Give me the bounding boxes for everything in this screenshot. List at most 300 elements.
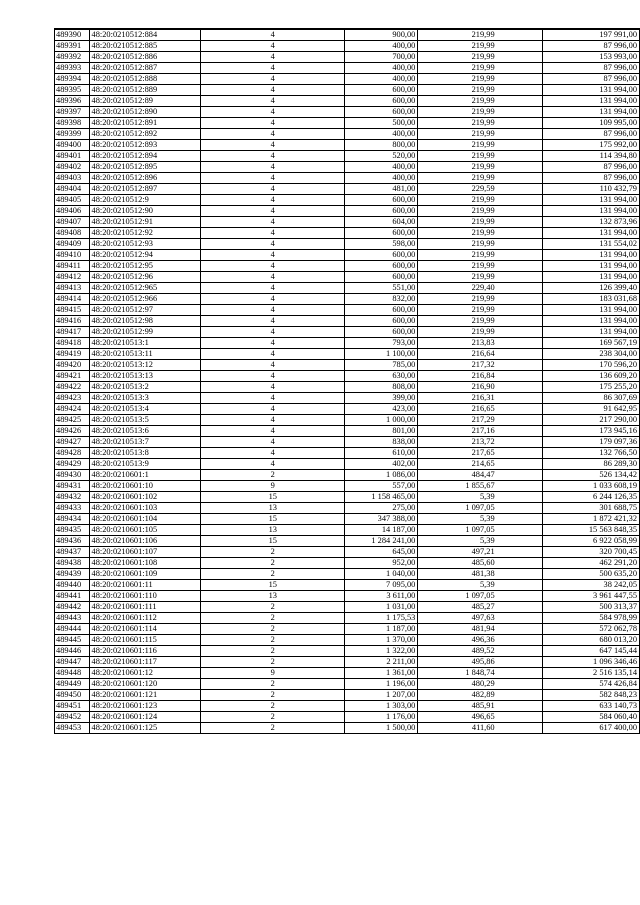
row-number-cell: 489430 bbox=[55, 470, 90, 481]
area-cell: 1 086,00 bbox=[345, 470, 418, 481]
area-cell: 1 176,00 bbox=[345, 712, 418, 723]
table-row bbox=[55, 393, 640, 404]
category-code-cell: 2 bbox=[201, 470, 345, 481]
cadastral-value-cell: 301 688,75 bbox=[542, 503, 639, 514]
cadastral-value-cell: 91 642,95 bbox=[542, 404, 639, 415]
category-code-cell: 4 bbox=[201, 107, 345, 118]
cadastral-number-cell: 48:20:0210601:114 bbox=[89, 624, 201, 635]
category-code-cell: 2 bbox=[201, 657, 345, 668]
table-row bbox=[55, 107, 640, 118]
category-code-cell: 4 bbox=[201, 206, 345, 217]
unit-value-cell: 213,72 bbox=[418, 437, 542, 448]
cadastral-number-cell: 48:20:0210601:109 bbox=[89, 569, 201, 580]
row-number-cell: 489423 bbox=[55, 393, 90, 404]
unit-value-cell: 217,32 bbox=[418, 360, 542, 371]
row-number-cell: 489399 bbox=[55, 129, 90, 140]
row-number-cell: 489453 bbox=[55, 723, 90, 734]
area-cell: 604,00 bbox=[345, 217, 418, 228]
cadastral-number-cell: 48:20:0210512:885 bbox=[89, 41, 201, 52]
row-number-cell: 489413 bbox=[55, 283, 90, 294]
cadastral-value-cell: 175 255,20 bbox=[542, 382, 639, 393]
unit-value-cell: 495,86 bbox=[418, 657, 542, 668]
table-row bbox=[55, 712, 640, 723]
table-row bbox=[55, 580, 640, 591]
unit-value-cell: 219,99 bbox=[418, 41, 542, 52]
cadastral-value-cell: 197 991,00 bbox=[542, 29, 639, 41]
area-cell: 1 284 241,00 bbox=[345, 536, 418, 547]
row-number-cell: 489396 bbox=[55, 96, 90, 107]
cadastral-value-cell: 584 978,99 bbox=[542, 613, 639, 624]
area-cell: 551,00 bbox=[345, 283, 418, 294]
cadastral-number-cell: 48:20:0210513:5 bbox=[89, 415, 201, 426]
cadastral-number-cell: 48:20:0210512:91 bbox=[89, 217, 201, 228]
unit-value-cell: 217,16 bbox=[418, 426, 542, 437]
table-row bbox=[55, 173, 640, 184]
area-cell: 2 211,00 bbox=[345, 657, 418, 668]
unit-value-cell: 489,52 bbox=[418, 646, 542, 657]
cadastral-number-cell: 48:20:0210512:891 bbox=[89, 118, 201, 129]
unit-value-cell: 5,39 bbox=[418, 514, 542, 525]
row-number-cell: 489392 bbox=[55, 52, 90, 63]
table-row bbox=[55, 118, 640, 129]
area-cell: 1 322,00 bbox=[345, 646, 418, 657]
unit-value-cell: 484,47 bbox=[418, 470, 542, 481]
cadastral-number-cell: 48:20:0210512:93 bbox=[89, 239, 201, 250]
row-number-cell: 489398 bbox=[55, 118, 90, 129]
category-code-cell: 4 bbox=[201, 29, 345, 41]
cadastral-value-cell: 131 994,00 bbox=[542, 327, 639, 338]
cadastral-value-cell: 179 097,36 bbox=[542, 437, 639, 448]
cadastral-value-cell: 87 996,00 bbox=[542, 74, 639, 85]
cadastral-value-cell: 110 432,79 bbox=[542, 184, 639, 195]
category-code-cell: 4 bbox=[201, 41, 345, 52]
row-number-cell: 489450 bbox=[55, 690, 90, 701]
table-row bbox=[55, 514, 640, 525]
unit-value-cell: 485,91 bbox=[418, 701, 542, 712]
table-row bbox=[55, 558, 640, 569]
cadastral-number-cell: 48:20:0210601:102 bbox=[89, 492, 201, 503]
cadastral-value-cell: 109 995,00 bbox=[542, 118, 639, 129]
table-row bbox=[55, 657, 640, 668]
table-row bbox=[55, 613, 640, 624]
area-cell: 600,00 bbox=[345, 327, 418, 338]
cadastral-value-cell: 86 289,30 bbox=[542, 459, 639, 470]
unit-value-cell: 481,94 bbox=[418, 624, 542, 635]
table-row bbox=[55, 459, 640, 470]
area-cell: 400,00 bbox=[345, 41, 418, 52]
cadastral-number-cell: 48:20:0210513:11 bbox=[89, 349, 201, 360]
row-number-cell: 489401 bbox=[55, 151, 90, 162]
area-cell: 600,00 bbox=[345, 85, 418, 96]
table-row bbox=[55, 217, 640, 228]
cadastral-number-cell: 48:20:0210513:2 bbox=[89, 382, 201, 393]
cadastral-number-cell: 48:20:0210512:884 bbox=[89, 29, 201, 41]
area-cell: 900,00 bbox=[345, 29, 418, 41]
unit-value-cell: 219,99 bbox=[418, 96, 542, 107]
cadastral-value-cell: 1 033 608,19 bbox=[542, 481, 639, 492]
unit-value-cell: 411,60 bbox=[418, 723, 542, 734]
category-code-cell: 4 bbox=[201, 316, 345, 327]
cadastral-value-cell: 217 290,00 bbox=[542, 415, 639, 426]
cadastral-value-cell: 114 394,80 bbox=[542, 151, 639, 162]
row-number-cell: 489432 bbox=[55, 492, 90, 503]
area-cell: 1 100,00 bbox=[345, 349, 418, 360]
unit-value-cell: 229,40 bbox=[418, 283, 542, 294]
cadastral-value-cell: 86 307,69 bbox=[542, 393, 639, 404]
row-number-cell: 489439 bbox=[55, 569, 90, 580]
area-cell: 1 196,00 bbox=[345, 679, 418, 690]
area-cell: 402,00 bbox=[345, 459, 418, 470]
table-row bbox=[55, 316, 640, 327]
table-row bbox=[55, 701, 640, 712]
category-code-cell: 4 bbox=[201, 327, 345, 338]
row-number-cell: 489437 bbox=[55, 547, 90, 558]
unit-value-cell: 219,99 bbox=[418, 74, 542, 85]
area-cell: 347 388,00 bbox=[345, 514, 418, 525]
cadastral-value-cell: 131 994,00 bbox=[542, 316, 639, 327]
cadastral-number-cell: 48:20:0210601:123 bbox=[89, 701, 201, 712]
category-code-cell: 2 bbox=[201, 635, 345, 646]
cadastral-number-cell: 48:20:0210513:9 bbox=[89, 459, 201, 470]
unit-value-cell: 219,99 bbox=[418, 85, 542, 96]
cadastral-number-cell: 48:20:0210513:7 bbox=[89, 437, 201, 448]
area-cell: 793,00 bbox=[345, 338, 418, 349]
cadastral-number-cell: 48:20:0210512:895 bbox=[89, 162, 201, 173]
row-number-cell: 489448 bbox=[55, 668, 90, 679]
area-cell: 1 040,00 bbox=[345, 569, 418, 580]
cadastral-number-cell: 48:20:0210512:92 bbox=[89, 228, 201, 239]
area-cell: 1 000,00 bbox=[345, 415, 418, 426]
unit-value-cell: 5,39 bbox=[418, 536, 542, 547]
cadastral-number-cell: 48:20:0210512:886 bbox=[89, 52, 201, 63]
cadastral-value-cell: 2 516 135,14 bbox=[542, 668, 639, 679]
table-row bbox=[55, 272, 640, 283]
row-number-cell: 489420 bbox=[55, 360, 90, 371]
cadastral-number-cell: 48:20:0210512:894 bbox=[89, 151, 201, 162]
row-number-cell: 489410 bbox=[55, 250, 90, 261]
cadastral-value-cell: 526 134,42 bbox=[542, 470, 639, 481]
row-number-cell: 489405 bbox=[55, 195, 90, 206]
row-number-cell: 489393 bbox=[55, 63, 90, 74]
category-code-cell: 4 bbox=[201, 448, 345, 459]
unit-value-cell: 219,99 bbox=[418, 327, 542, 338]
table-row bbox=[55, 591, 640, 602]
category-code-cell: 4 bbox=[201, 129, 345, 140]
table-row bbox=[55, 481, 640, 492]
cadastral-number-cell: 48:20:0210601:124 bbox=[89, 712, 201, 723]
category-code-cell: 4 bbox=[201, 96, 345, 107]
unit-value-cell: 219,99 bbox=[418, 250, 542, 261]
cadastral-value-cell: 126 399,40 bbox=[542, 283, 639, 294]
row-number-cell: 489411 bbox=[55, 261, 90, 272]
area-cell: 801,00 bbox=[345, 426, 418, 437]
category-code-cell: 4 bbox=[201, 426, 345, 437]
cadastral-number-cell: 48:20:0210512:897 bbox=[89, 184, 201, 195]
cadastral-value-cell: 131 554,02 bbox=[542, 239, 639, 250]
table-row bbox=[55, 129, 640, 140]
cadastral-number-cell: 48:20:0210601:110 bbox=[89, 591, 201, 602]
row-number-cell: 489414 bbox=[55, 294, 90, 305]
cadastral-value-cell: 131 994,00 bbox=[542, 261, 639, 272]
row-number-cell: 489429 bbox=[55, 459, 90, 470]
table-row bbox=[55, 294, 640, 305]
unit-value-cell: 1 097,05 bbox=[418, 525, 542, 536]
row-number-cell: 489442 bbox=[55, 602, 90, 613]
cadastral-value-cell: 87 996,00 bbox=[542, 129, 639, 140]
table-row bbox=[55, 250, 640, 261]
cadastral-value-cell: 462 291,20 bbox=[542, 558, 639, 569]
area-cell: 808,00 bbox=[345, 382, 418, 393]
table-row bbox=[55, 85, 640, 96]
cadastral-number-cell: 48:20:0210513:3 bbox=[89, 393, 201, 404]
area-cell: 1 207,00 bbox=[345, 690, 418, 701]
unit-value-cell: 219,99 bbox=[418, 316, 542, 327]
table-row bbox=[55, 723, 640, 734]
area-cell: 400,00 bbox=[345, 129, 418, 140]
row-number-cell: 489421 bbox=[55, 371, 90, 382]
row-number-cell: 489394 bbox=[55, 74, 90, 85]
cadastral-value-cell: 6 244 126,35 bbox=[542, 492, 639, 503]
cadastral-value-cell: 584 060,40 bbox=[542, 712, 639, 723]
category-code-cell: 4 bbox=[201, 250, 345, 261]
row-number-cell: 489445 bbox=[55, 635, 90, 646]
cadastral-value-cell: 131 994,00 bbox=[542, 206, 639, 217]
table-row bbox=[55, 371, 640, 382]
row-number-cell: 489441 bbox=[55, 591, 90, 602]
table-row bbox=[55, 426, 640, 437]
row-number-cell: 489438 bbox=[55, 558, 90, 569]
cadastral-value-cell: 38 242,05 bbox=[542, 580, 639, 591]
category-code-cell: 2 bbox=[201, 679, 345, 690]
cadastral-number-cell: 48:20:0210601:104 bbox=[89, 514, 201, 525]
category-code-cell: 4 bbox=[201, 228, 345, 239]
row-number-cell: 489407 bbox=[55, 217, 90, 228]
cadastral-number-cell: 48:20:0210601:11 bbox=[89, 580, 201, 591]
unit-value-cell: 219,99 bbox=[418, 195, 542, 206]
cadastral-value-cell: 3 961 447,55 bbox=[542, 591, 639, 602]
category-code-cell: 4 bbox=[201, 151, 345, 162]
cadastral-number-cell: 48:20:0210512:892 bbox=[89, 129, 201, 140]
cadastral-number-cell: 48:20:0210512:89 bbox=[89, 96, 201, 107]
cadastral-number-cell: 48:20:0210601:116 bbox=[89, 646, 201, 657]
cadastral-number-cell: 48:20:0210513:4 bbox=[89, 404, 201, 415]
cadastral-number-cell: 48:20:0210601:112 bbox=[89, 613, 201, 624]
category-code-cell: 4 bbox=[201, 195, 345, 206]
cadastral-number-cell: 48:20:0210601:12 bbox=[89, 668, 201, 679]
cadastral-number-cell: 48:20:0210513:13 bbox=[89, 371, 201, 382]
table-body bbox=[55, 29, 640, 734]
cadastral-value-cell: 131 994,00 bbox=[542, 195, 639, 206]
category-code-cell: 2 bbox=[201, 624, 345, 635]
area-cell: 600,00 bbox=[345, 195, 418, 206]
area-cell: 600,00 bbox=[345, 261, 418, 272]
unit-value-cell: 219,99 bbox=[418, 173, 542, 184]
row-number-cell: 489402 bbox=[55, 162, 90, 173]
cadastral-number-cell: 48:20:0210601:1 bbox=[89, 470, 201, 481]
category-code-cell: 2 bbox=[201, 646, 345, 657]
cadastral-value-cell: 633 140,73 bbox=[542, 701, 639, 712]
category-code-cell: 4 bbox=[201, 349, 345, 360]
unit-value-cell: 216,84 bbox=[418, 371, 542, 382]
row-number-cell: 489422 bbox=[55, 382, 90, 393]
cadastral-value-cell: 131 994,00 bbox=[542, 96, 639, 107]
area-cell: 500,00 bbox=[345, 118, 418, 129]
unit-value-cell: 213,83 bbox=[418, 338, 542, 349]
cadastral-number-cell: 48:20:0210601:105 bbox=[89, 525, 201, 536]
cadastral-value-cell: 1 096 346,46 bbox=[542, 657, 639, 668]
cadastral-number-cell: 48:20:0210601:121 bbox=[89, 690, 201, 701]
unit-value-cell: 219,99 bbox=[418, 239, 542, 250]
area-cell: 832,00 bbox=[345, 294, 418, 305]
cadastral-number-cell: 48:20:0210512:896 bbox=[89, 173, 201, 184]
category-code-cell: 4 bbox=[201, 415, 345, 426]
category-code-cell: 2 bbox=[201, 701, 345, 712]
table-row bbox=[55, 536, 640, 547]
cadastral-number-cell: 48:20:0210512:99 bbox=[89, 327, 201, 338]
table-row bbox=[55, 206, 640, 217]
category-code-cell: 2 bbox=[201, 712, 345, 723]
category-code-cell: 15 bbox=[201, 492, 345, 503]
unit-value-cell: 219,99 bbox=[418, 118, 542, 129]
area-cell: 630,00 bbox=[345, 371, 418, 382]
cadastral-value-cell: 131 994,00 bbox=[542, 85, 639, 96]
cadastral-number-cell: 48:20:0210513:6 bbox=[89, 426, 201, 437]
category-code-cell: 4 bbox=[201, 118, 345, 129]
table-row bbox=[55, 492, 640, 503]
row-number-cell: 489408 bbox=[55, 228, 90, 239]
unit-value-cell: 496,36 bbox=[418, 635, 542, 646]
table-row bbox=[55, 305, 640, 316]
cadastral-number-cell: 48:20:0210512:888 bbox=[89, 74, 201, 85]
table-row bbox=[55, 261, 640, 272]
table-row bbox=[55, 690, 640, 701]
area-cell: 600,00 bbox=[345, 272, 418, 283]
area-cell: 14 187,00 bbox=[345, 525, 418, 536]
cadastral-value-table bbox=[54, 28, 640, 734]
cadastral-number-cell: 48:20:0210512:889 bbox=[89, 85, 201, 96]
cadastral-number-cell: 48:20:0210512:96 bbox=[89, 272, 201, 283]
row-number-cell: 489449 bbox=[55, 679, 90, 690]
table-row bbox=[55, 283, 640, 294]
row-number-cell: 489409 bbox=[55, 239, 90, 250]
unit-value-cell: 216,90 bbox=[418, 382, 542, 393]
table-row bbox=[55, 635, 640, 646]
cadastral-value-cell: 87 996,00 bbox=[542, 162, 639, 173]
cadastral-value-cell: 647 145,44 bbox=[542, 646, 639, 657]
cadastral-value-cell: 173 945,16 bbox=[542, 426, 639, 437]
table-row bbox=[55, 415, 640, 426]
cadastral-value-cell: 6 922 058,99 bbox=[542, 536, 639, 547]
table-row bbox=[55, 448, 640, 459]
cadastral-number-cell: 48:20:0210512:9 bbox=[89, 195, 201, 206]
category-code-cell: 4 bbox=[201, 393, 345, 404]
row-number-cell: 489406 bbox=[55, 206, 90, 217]
category-code-cell: 4 bbox=[201, 162, 345, 173]
area-cell: 600,00 bbox=[345, 316, 418, 327]
row-number-cell: 489418 bbox=[55, 338, 90, 349]
unit-value-cell: 5,39 bbox=[418, 580, 542, 591]
row-number-cell: 489434 bbox=[55, 514, 90, 525]
unit-value-cell: 217,29 bbox=[418, 415, 542, 426]
category-code-cell: 4 bbox=[201, 283, 345, 294]
category-code-cell: 4 bbox=[201, 239, 345, 250]
unit-value-cell: 485,60 bbox=[418, 558, 542, 569]
area-cell: 481,00 bbox=[345, 184, 418, 195]
unit-value-cell: 5,39 bbox=[418, 492, 542, 503]
area-cell: 399,00 bbox=[345, 393, 418, 404]
cadastral-value-cell: 500 635,20 bbox=[542, 569, 639, 580]
cadastral-number-cell: 48:20:0210513:12 bbox=[89, 360, 201, 371]
area-cell: 600,00 bbox=[345, 96, 418, 107]
area-cell: 838,00 bbox=[345, 437, 418, 448]
table-row bbox=[55, 140, 640, 151]
row-number-cell: 489428 bbox=[55, 448, 90, 459]
cadastral-value-cell: 170 596,20 bbox=[542, 360, 639, 371]
cadastral-value-cell: 175 992,00 bbox=[542, 140, 639, 151]
area-cell: 600,00 bbox=[345, 305, 418, 316]
area-cell: 600,00 bbox=[345, 107, 418, 118]
unit-value-cell: 1 097,05 bbox=[418, 591, 542, 602]
unit-value-cell: 1 855,67 bbox=[418, 481, 542, 492]
row-number-cell: 489419 bbox=[55, 349, 90, 360]
unit-value-cell: 1 097,05 bbox=[418, 503, 542, 514]
area-cell: 700,00 bbox=[345, 52, 418, 63]
unit-value-cell: 497,63 bbox=[418, 613, 542, 624]
cadastral-value-cell: 320 700,45 bbox=[542, 547, 639, 558]
row-number-cell: 489446 bbox=[55, 646, 90, 657]
cadastral-value-cell: 131 994,00 bbox=[542, 228, 639, 239]
cadastral-number-cell: 48:20:0210513:1 bbox=[89, 338, 201, 349]
cadastral-number-cell: 48:20:0210601:107 bbox=[89, 547, 201, 558]
unit-value-cell: 219,99 bbox=[418, 129, 542, 140]
category-code-cell: 4 bbox=[201, 437, 345, 448]
category-code-cell: 2 bbox=[201, 602, 345, 613]
area-cell: 600,00 bbox=[345, 228, 418, 239]
unit-value-cell: 219,99 bbox=[418, 63, 542, 74]
table-row bbox=[55, 184, 640, 195]
cadastral-value-cell: 500 313,37 bbox=[542, 602, 639, 613]
cadastral-value-cell: 132 873,96 bbox=[542, 217, 639, 228]
table-row bbox=[55, 437, 640, 448]
unit-value-cell: 219,99 bbox=[418, 294, 542, 305]
unit-value-cell: 214,65 bbox=[418, 459, 542, 470]
area-cell: 520,00 bbox=[345, 151, 418, 162]
row-number-cell: 489412 bbox=[55, 272, 90, 283]
table-row bbox=[55, 41, 640, 52]
cadastral-number-cell: 48:20:0210601:125 bbox=[89, 723, 201, 734]
cadastral-value-cell: 132 766,50 bbox=[542, 448, 639, 459]
cadastral-number-cell: 48:20:0210512:90 bbox=[89, 206, 201, 217]
row-number-cell: 489452 bbox=[55, 712, 90, 723]
area-cell: 1 361,00 bbox=[345, 668, 418, 679]
category-code-cell: 2 bbox=[201, 547, 345, 558]
row-number-cell: 489395 bbox=[55, 85, 90, 96]
row-number-cell: 489390 bbox=[55, 29, 90, 41]
category-code-cell: 4 bbox=[201, 382, 345, 393]
unit-value-cell: 496,65 bbox=[418, 712, 542, 723]
area-cell: 598,00 bbox=[345, 239, 418, 250]
cadastral-number-cell: 48:20:0210601:120 bbox=[89, 679, 201, 690]
row-number-cell: 489433 bbox=[55, 503, 90, 514]
cadastral-value-cell: 1 872 421,32 bbox=[542, 514, 639, 525]
table-row bbox=[55, 96, 640, 107]
row-number-cell: 489391 bbox=[55, 41, 90, 52]
cadastral-value-cell: 582 848,23 bbox=[542, 690, 639, 701]
cadastral-value-cell: 238 304,00 bbox=[542, 349, 639, 360]
row-number-cell: 489404 bbox=[55, 184, 90, 195]
cadastral-number-cell: 48:20:0210512:94 bbox=[89, 250, 201, 261]
table-row bbox=[55, 503, 640, 514]
